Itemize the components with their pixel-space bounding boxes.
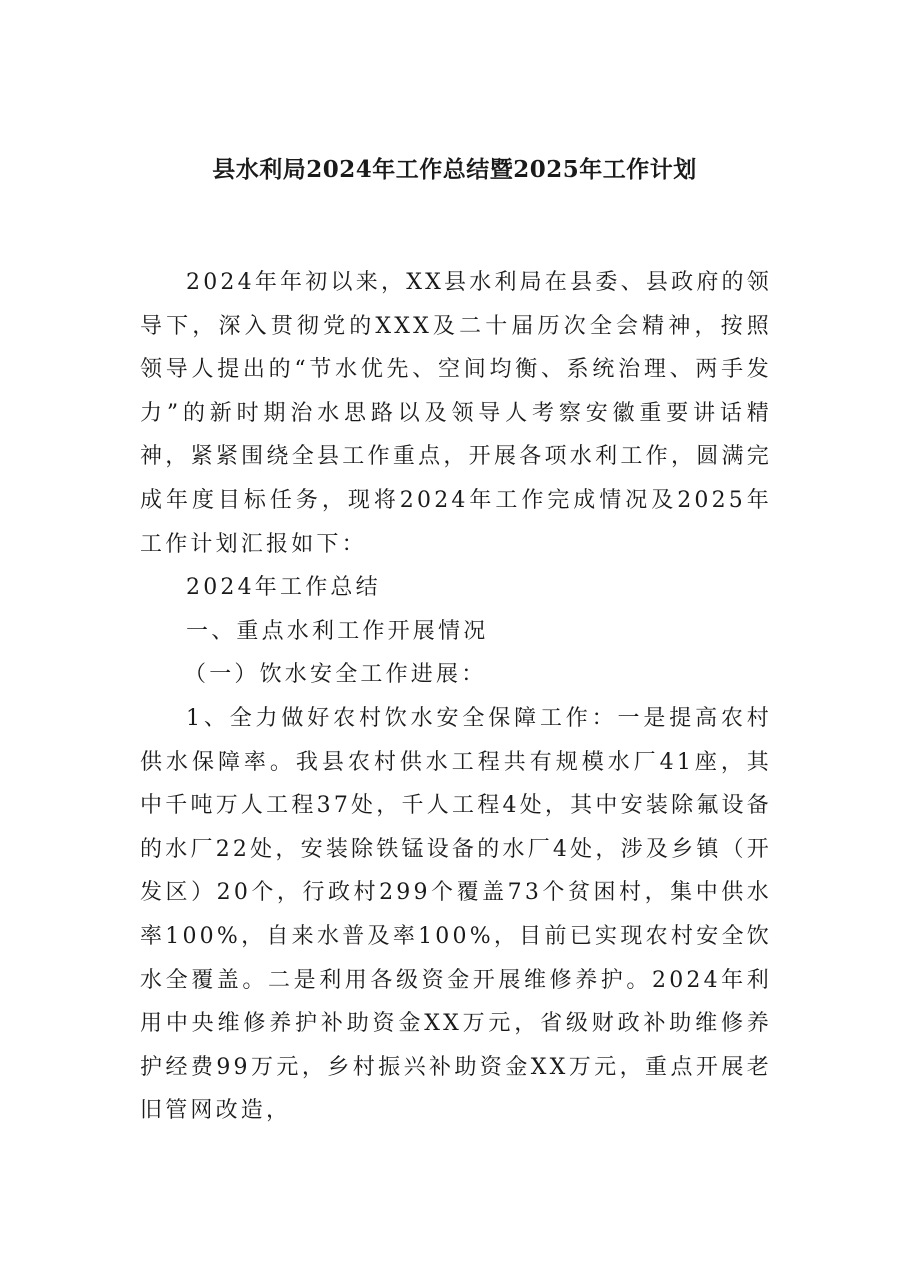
- heading-section-1: 一、重点水利工作开展情况: [186, 618, 489, 644]
- heading-summary: 2024年工作总结: [186, 575, 381, 601]
- heading-subsection-1: （一）饮水安全工作进展：: [184, 662, 487, 688]
- document-body: [140, 261, 772, 1133]
- document-title: 县水利局2024年工作总结暨2025年工作计划: [212, 156, 697, 183]
- paragraph-item-1: 1、全力做好农村饮水安全保障工作：一是提高农村供水保障率。我县农村供水工程共有规模水厂41座，其中千吨万人工程37处，千人工程4处，其中安装除氟设备的水厂22处，安装除铁锰设备的水厂4处，涉及乡镇（开发区）20个，行政村299个覆盖73个贫困村，集中供水率100%，自来水普及率100%，目前已实现农村安全饮水全覆盖。二是利用各级资金开展维修养护。2024年利用中央维修养护补助资金XX万元，省级财政补助维修养护经费99万元，乡村振兴补助资金XX万元，重点开展老旧管网改造，: [140, 705, 772, 1124]
- paragraph-intro: 2024年年初以来，XX县水利局在县委、县政府的领导下，深入贯彻党的XXX及二十届历次全会精神，按照领导人提出的“节水优先、空间均衡、系统治理、两手发力”的新时期治水思路以及领导人考察安徽重要讲话精神，紧紧围绕全县工作重点，开展各项水利工作，圆满完成年度目标任务，现将2024年工作完成情况及2025年工作计划汇报如下：: [140, 270, 772, 557]
